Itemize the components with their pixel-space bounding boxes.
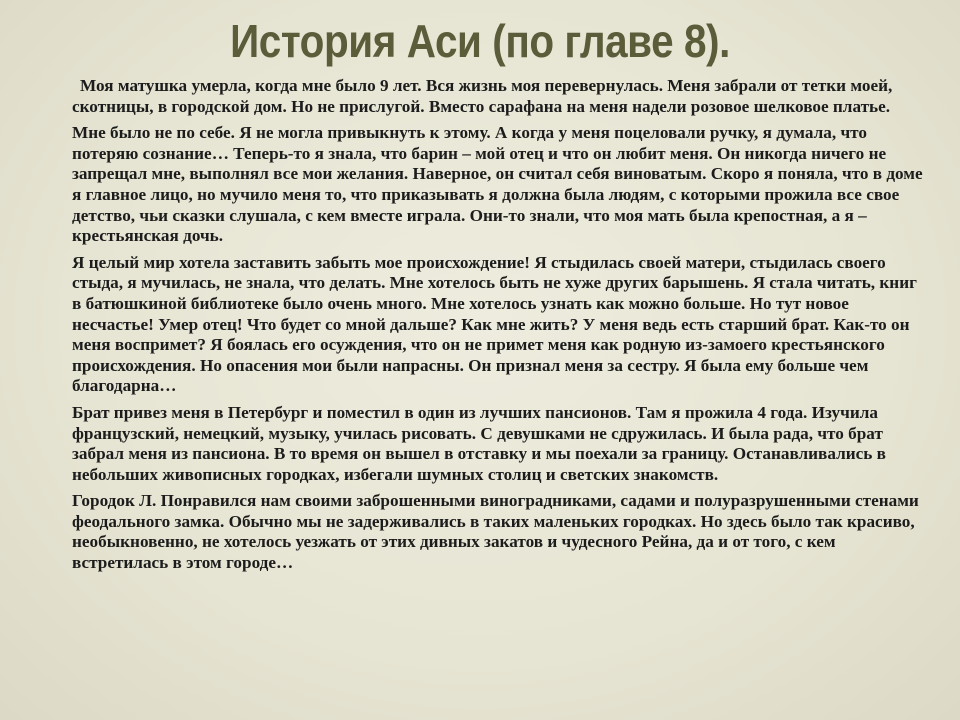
story-text <box>72 76 926 580</box>
paragraph-3: Я целый мир хотела заставить забыть мое происхождение! Я стыдилась своей матери, стыдилась своего стыда, я мучилась, не знала, что делать. Мне хотелось быть не хуже других барышень. Я стала читать, книг в батюшкиной библиотеке было очень много. Мне хотелось узнать как можно больше. Но тут новое несчастье! Умер отец! Что будет со мной дальше? Как мне жить? У меня ведь есть старший брат. Как-то он меня воспримет? Я боялась его осуждения, что он не примет меня как родную из-замоего крестьянского происхождения. Но опасения мои были напрасны. Он признал меня за сестру. Я была ему больше чем благодарна… <box>72 252 917 396</box>
paragraph-2: Мне было не по себе. Я не могла привыкнуть к этому. А когда у меня поцеловали ручку, я думала, что потеряю сознание… Теперь-то я знала, что барин – мой отец и что он любит меня. Он никогда ничего не запрещал мне, выполнял все мои желания. Наверное, он считал себя виноватым. Скоро я поняла, что в доме я главное лицо, но мучило меня то, что приказывать я должна была людям, с которыми прожила все свое детство, чьи сказки слушала, с кем вместе играла. Они-то знали, что моя мать была крепостная, а я – крестьянская дочь. <box>72 123 923 246</box>
paragraph-1: Моя матушка умерла, когда мне было 9 лет. Вся жизнь моя перевернулась. Меня забрали от тетки моей, скотницы, в городской дом. Но не прислугой. Вместо сарафана на меня надели розовое шелковое платье. <box>72 76 893 116</box>
paragraph-4: Брат привез меня в Петербург и поместил в один из лучших пансионов. Там я прожила 4 года. Изучила французский, немецкий, музыку, училась рисовать. С девушками не сдружилась. И была рада, что брат забрал меня из пансиона. В то время он вышел в отставку и мы поехали за границу. Останавливались в небольших живописных городках, избегали шумных столиц и светских знакомств. <box>72 402 886 484</box>
page-title: История Аси (по главе 8). <box>230 15 730 67</box>
paragraph-5: Городок Л. Понравился нам своими заброшенными виноградниками, садами и полуразрушенными стенами феодального замка. Обычно мы не задерживались в таких маленьких городках. Но здесь было так красиво, необыкновенно, не хотелось уезжать от этих дивных закатов и чудесного Рейна, да и от того, с кем встретилась в этом городе… <box>72 491 919 573</box>
